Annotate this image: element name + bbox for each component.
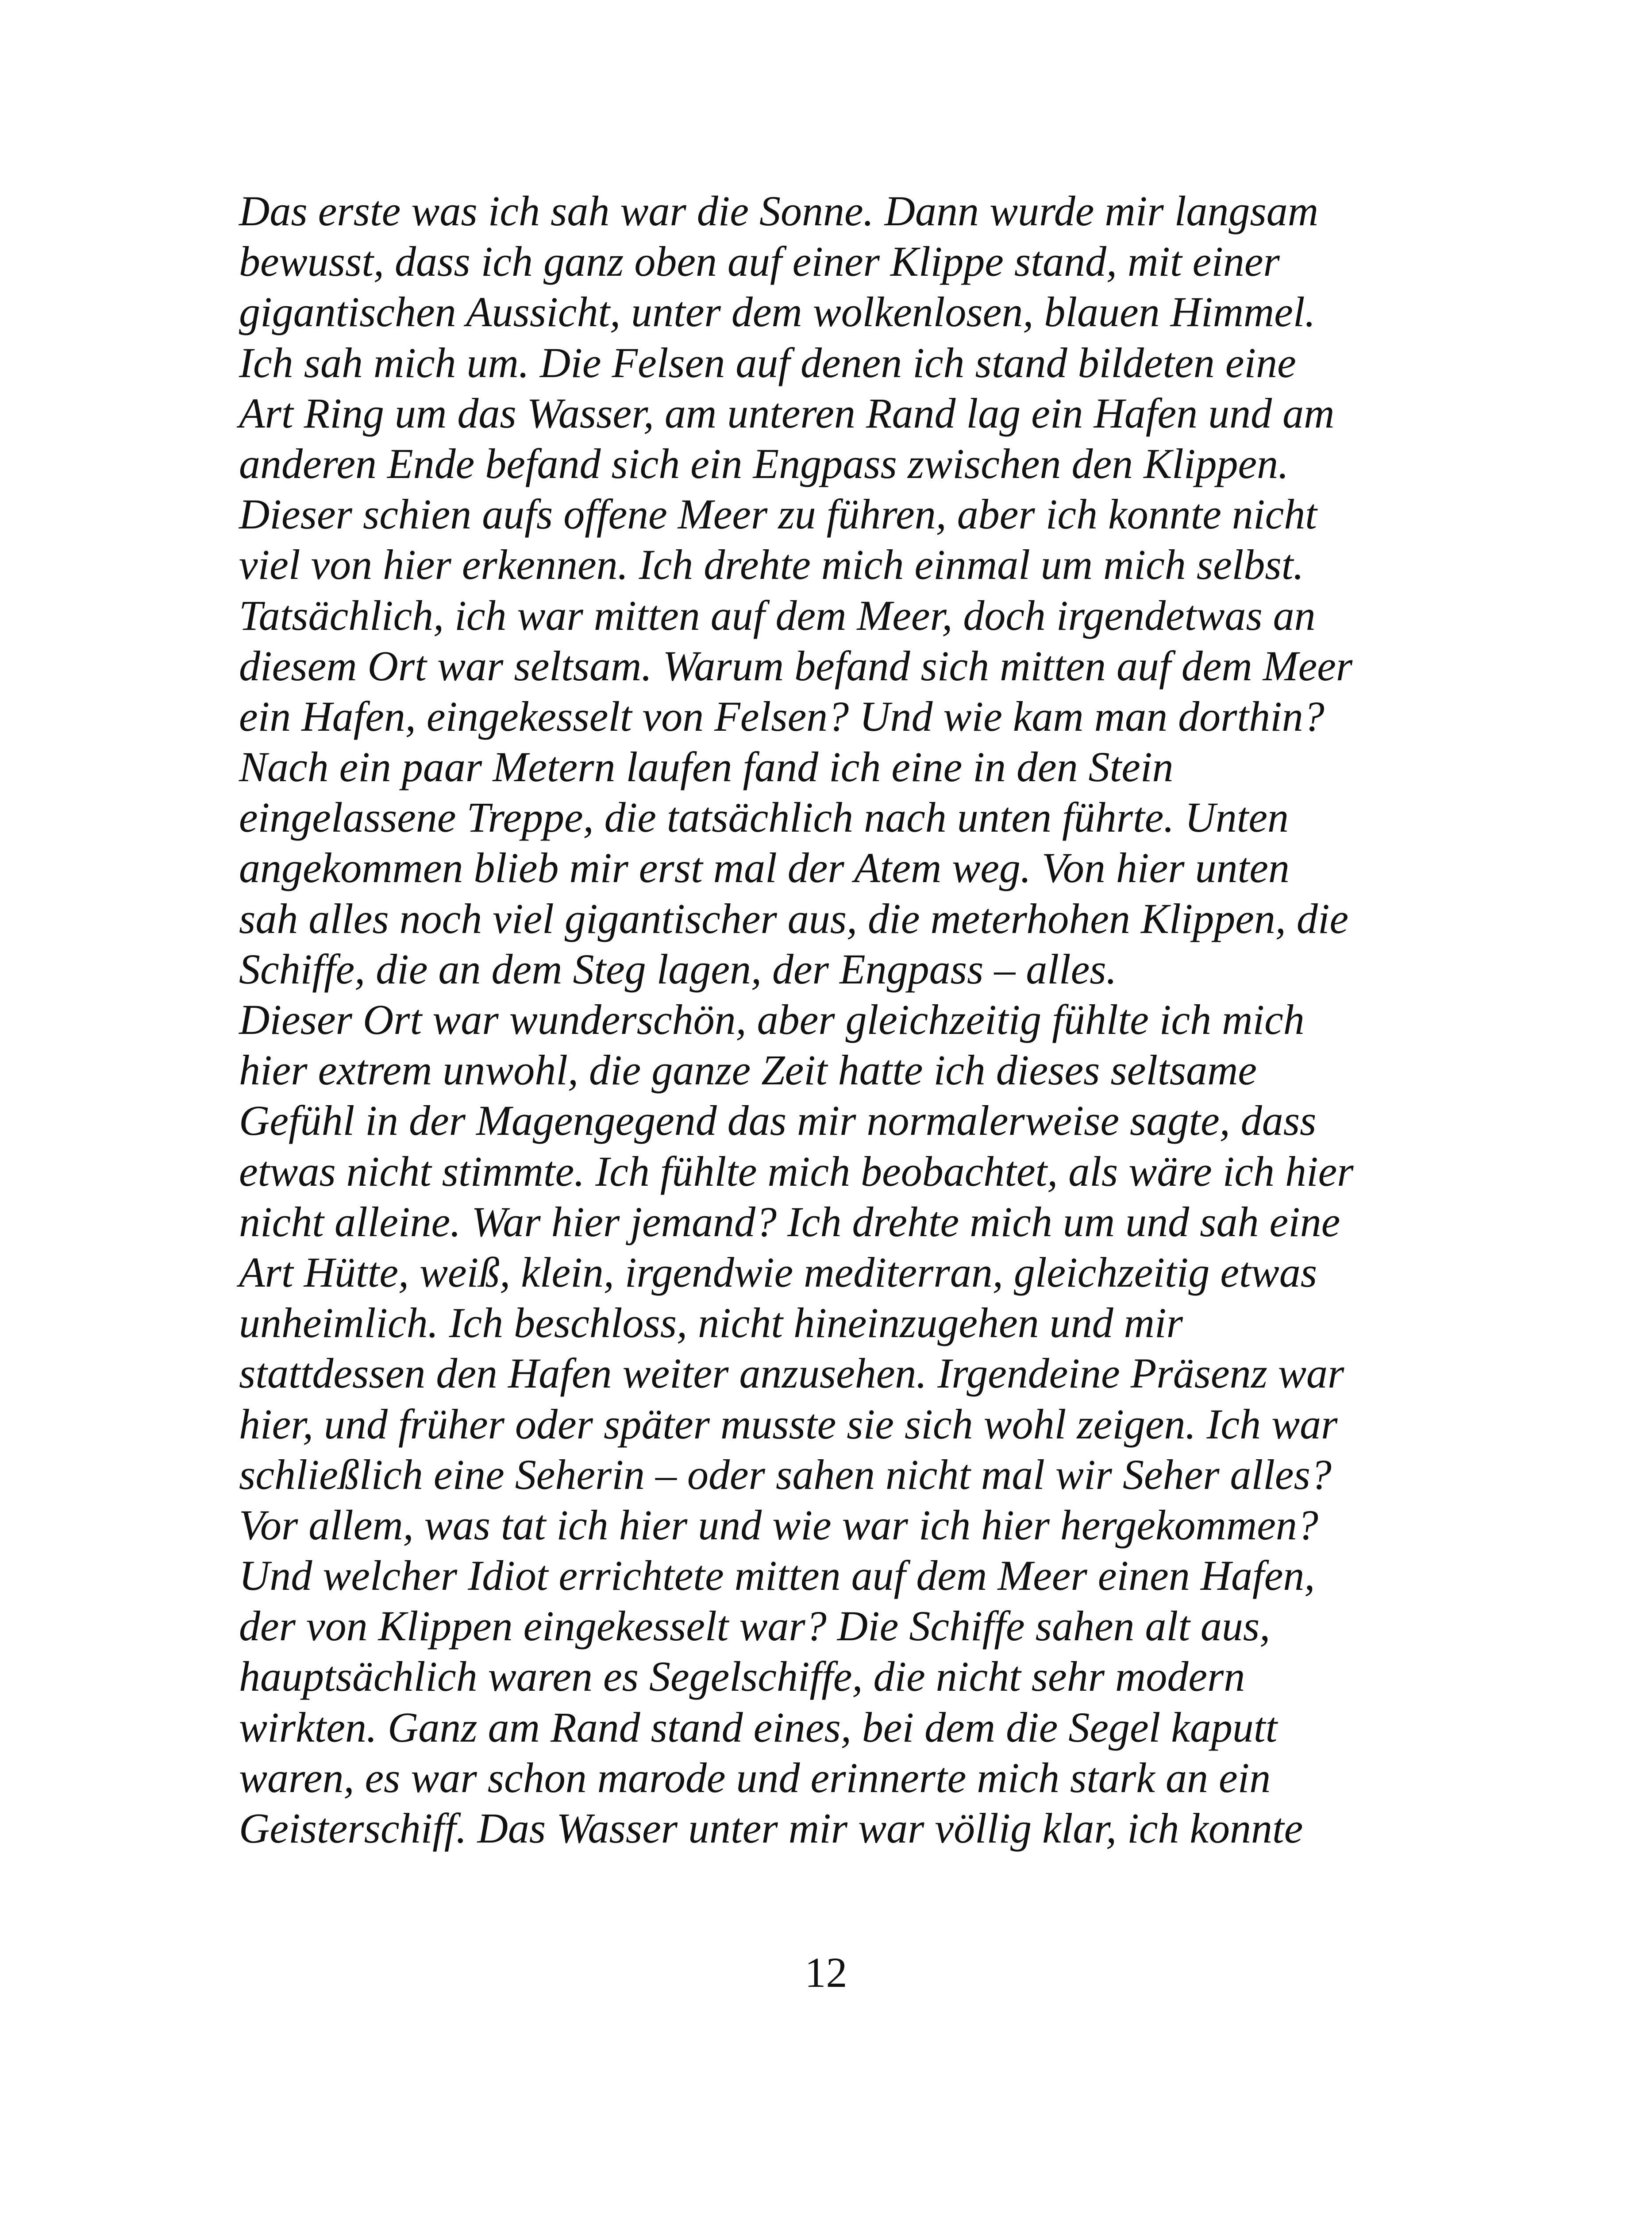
text-line: bewusst, dass ich ganz oben auf einer Klippe stand, mit einer: [239, 238, 1280, 285]
text-line: unheimlich. Ich beschloss, nicht hineinzugehen und mir: [239, 1299, 1183, 1347]
text-line: Dieser Ort war wunderschön, aber gleichzeitig fühlte ich mich: [239, 996, 1305, 1043]
body-text: [239, 186, 1434, 1854]
text-line: angekommen blieb mir erst mal der Atem weg. Von hier unten: [239, 844, 1290, 892]
text-line: Schiffe, die an dem Steg lagen, der Engpass – alles.: [239, 945, 1117, 993]
text-line: waren, es war schon marode und erinnerte mich stark an ein: [239, 1754, 1271, 1801]
text-line: stattdessen den Hafen weiter anzusehen. Irgendeine Präsenz war: [239, 1349, 1344, 1397]
text-line: Vor allem, was tat ich hier und wie war ich hier hergekommen?: [239, 1501, 1318, 1549]
text-line: anderen Ende befand sich ein Engpass zwischen den Klippen.: [239, 440, 1289, 487]
text-line: Geisterschiff. Das Wasser unter mir war völlig klar, ich konnte: [239, 1804, 1303, 1852]
text-line: schließlich eine Seherin – oder sahen nicht mal wir Seher alles?: [239, 1450, 1332, 1498]
text-line: hier, und früher oder später musste sie sich wohl zeigen. Ich war: [239, 1400, 1338, 1448]
text-line: diesem Ort war seltsam. Warum befand sich mitten auf dem Meer: [239, 642, 1353, 690]
text-line: nicht alleine. War hier jemand? Ich drehte mich um und sah eine: [239, 1198, 1340, 1245]
text-line: wirkten. Ganz am Rand stand eines, bei dem die Segel kaputt: [239, 1703, 1278, 1751]
text-line: Das erste was ich sah war die Sonne. Dann wurde mir langsam: [239, 187, 1319, 235]
text-line: der von Klippen eingekesselt war? Die Schiffe sahen alt aus,: [239, 1602, 1271, 1650]
text-line: gigantischen Aussicht, unter dem wolkenlosen, blauen Himmel.: [239, 288, 1316, 336]
text-line: Nach ein paar Metern laufen fand ich eine in den Stein: [239, 743, 1174, 791]
page-number: 12: [805, 1949, 847, 1996]
text-line: sah alles noch viel gigantischer aus, die meterhohen Klippen, die: [239, 894, 1349, 942]
text-line: Dieser schien aufs offene Meer zu führen, aber ich konnte nicht: [239, 490, 1317, 538]
text-line: hier extrem unwohl, die ganze Zeit hatte ich dieses seltsame: [239, 1046, 1257, 1094]
text-line: viel von hier erkennen. Ich drehte mich einmal um mich selbst.: [239, 541, 1304, 589]
text-line: Art Ring um das Wasser, am unteren Rand lag ein Hafen und am: [239, 389, 1335, 437]
text-line: etwas nicht stimmte. Ich fühlte mich beobachtet, als wäre ich hier: [239, 1147, 1354, 1195]
text-line: Art Hütte, weiß, klein, irgendwie mediterran, gleichzeitig etwas: [239, 1248, 1317, 1296]
text-line: hauptsächlich waren es Segelschiffe, die nicht sehr modern: [239, 1653, 1245, 1700]
text-line: Tatsächlich, ich war mitten auf dem Meer, doch irgendetwas an: [239, 591, 1316, 639]
text-line: Und welcher Idiot errichtete mitten auf dem Meer einen Hafen,: [239, 1552, 1315, 1600]
text-line: Ich sah mich um. Die Felsen auf denen ich stand bildeten eine: [239, 339, 1296, 386]
text-line: ein Hafen, eingekesselt von Felsen? Und wie kam man dorthin?: [239, 692, 1325, 740]
text-line: Gefühl in der Magengegend das mir normalerweise sagte, dass: [239, 1097, 1317, 1145]
text-line: eingelassene Treppe, die tatsächlich nach unten führte. Unten: [239, 794, 1289, 841]
